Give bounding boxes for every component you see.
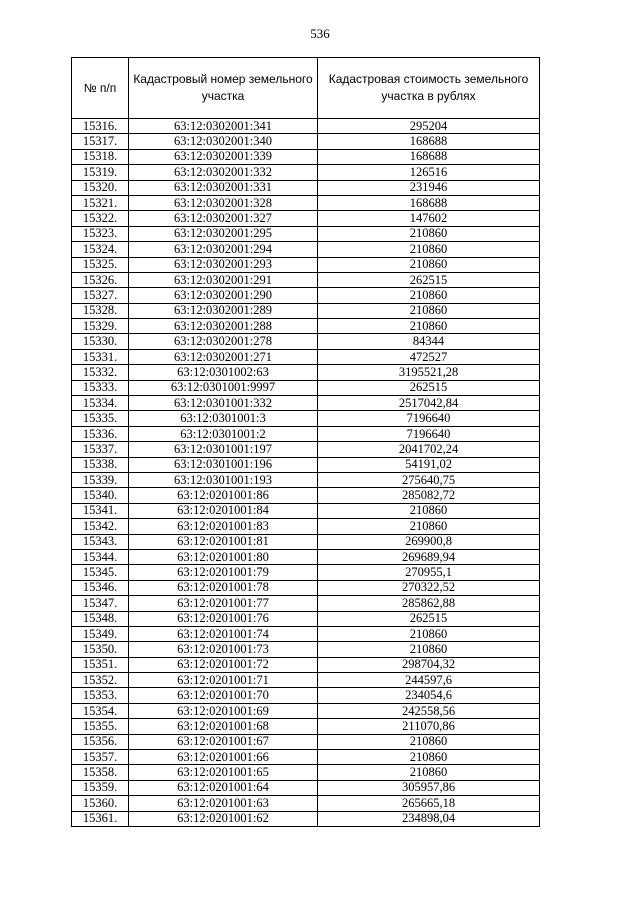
table-row: [72, 426, 540, 441]
cadastral-value-cell: 285862,88: [318, 596, 540, 611]
cadastral-value-cell: 244597,6: [318, 673, 540, 688]
cadastral-number-cell: 63:12:0301001:197: [129, 442, 318, 457]
table-row: [72, 442, 540, 457]
table-row: [72, 211, 540, 226]
table-row: [72, 488, 540, 503]
cadastral-value-cell: 210860: [318, 642, 540, 657]
cadastral-number-cell: 63:12:0302001:289: [129, 303, 318, 318]
row-number-cell: 15325.: [72, 257, 129, 272]
cadastral-number-cell: 63:12:0302001:288: [129, 319, 318, 334]
cadastral-number-cell: 63:12:0201001:81: [129, 534, 318, 549]
cadastral-value-cell: 211070,86: [318, 719, 540, 734]
cadastral-value-cell: 210860: [318, 288, 540, 303]
cadastral-number-cell: 63:12:0201001:73: [129, 642, 318, 657]
row-number-cell: 15358.: [72, 765, 129, 780]
cadastral-value-cell: 2517042,84: [318, 396, 540, 411]
cadastral-number-cell: 63:12:0301002:63: [129, 365, 318, 380]
cadastral-number-cell: 63:12:0201001:65: [129, 765, 318, 780]
cadastral-value-cell: 210860: [318, 750, 540, 765]
table-row: [72, 565, 540, 580]
row-number-cell: 15318.: [72, 149, 129, 164]
table-row: [72, 195, 540, 210]
header-cadastral-value: Кадастровая стоимость земельного участка в рублях: [318, 58, 540, 119]
row-number-cell: 15329.: [72, 319, 129, 334]
cadastral-number-cell: 63:12:0201001:74: [129, 626, 318, 641]
cadastral-number-cell: 63:12:0301001:3: [129, 411, 318, 426]
cadastral-value-table: [71, 57, 540, 827]
cadastral-value-cell: 472527: [318, 349, 540, 364]
table-row: [72, 765, 540, 780]
table-row: [72, 288, 540, 303]
cadastral-number-cell: 63:12:0201001:72: [129, 657, 318, 672]
cadastral-value-cell: 275640,75: [318, 472, 540, 487]
table-row: [72, 596, 540, 611]
header-cadastral-number: Кадастровый номер земельного участка: [129, 58, 318, 119]
cadastral-number-cell: 63:12:0201001:66: [129, 750, 318, 765]
row-number-cell: 15323.: [72, 226, 129, 241]
table-row: [72, 611, 540, 626]
row-number-cell: 15360.: [72, 796, 129, 811]
cadastral-value-cell: 54191,02: [318, 457, 540, 472]
row-number-cell: 15320.: [72, 180, 129, 195]
cadastral-value-cell: 210860: [318, 242, 540, 257]
row-number-cell: 15350.: [72, 642, 129, 657]
row-number-cell: 15337.: [72, 442, 129, 457]
cadastral-number-cell: 63:12:0201001:64: [129, 780, 318, 795]
row-number-cell: 15355.: [72, 719, 129, 734]
cadastral-value-cell: 269900,8: [318, 534, 540, 549]
cadastral-number-cell: 63:12:0201001:86: [129, 488, 318, 503]
row-number-cell: 15338.: [72, 457, 129, 472]
row-number-cell: 15345.: [72, 565, 129, 580]
cadastral-value-cell: 234898,04: [318, 811, 540, 826]
cadastral-number-cell: 63:12:0301001:193: [129, 472, 318, 487]
row-number-cell: 15359.: [72, 780, 129, 795]
cadastral-number-cell: 63:12:0201001:78: [129, 580, 318, 595]
cadastral-value-cell: 126516: [318, 165, 540, 180]
table-row: [72, 226, 540, 241]
cadastral-value-cell: 265665,18: [318, 796, 540, 811]
cadastral-value-cell: 3195521,28: [318, 365, 540, 380]
table-row: [72, 472, 540, 487]
row-number-cell: 15332.: [72, 365, 129, 380]
header-row-number: № п/п: [72, 58, 129, 119]
cadastral-value-cell: 2041702,24: [318, 442, 540, 457]
cadastral-number-cell: 63:12:0301001:9997: [129, 380, 318, 395]
cadastral-value-cell: 210860: [318, 626, 540, 641]
cadastral-value-cell: 168688: [318, 134, 540, 149]
cadastral-value-cell: 210860: [318, 519, 540, 534]
cadastral-number-cell: 63:12:0201001:67: [129, 734, 318, 749]
cadastral-number-cell: 63:12:0302001:332: [129, 165, 318, 180]
cadastral-value-cell: 210860: [318, 319, 540, 334]
row-number-cell: 15352.: [72, 673, 129, 688]
cadastral-value-cell: 210860: [318, 303, 540, 318]
cadastral-number-cell: 63:12:0201001:83: [129, 519, 318, 534]
cadastral-value-cell: 231946: [318, 180, 540, 195]
cadastral-value-cell: 210860: [318, 226, 540, 241]
cadastral-number-cell: 63:12:0302001:340: [129, 134, 318, 149]
header-row: [72, 58, 540, 119]
cadastral-number-cell: 63:12:0201001:71: [129, 673, 318, 688]
table-row: [72, 134, 540, 149]
table-row: [72, 272, 540, 287]
table-row: [72, 119, 540, 134]
cadastral-number-cell: 63:12:0302001:290: [129, 288, 318, 303]
row-number-cell: 15341.: [72, 503, 129, 518]
row-number-cell: 15353.: [72, 688, 129, 703]
table-row: [72, 780, 540, 795]
cadastral-number-cell: 63:12:0201001:77: [129, 596, 318, 611]
cadastral-value-cell: 168688: [318, 195, 540, 210]
row-number-cell: 15339.: [72, 472, 129, 487]
table-row: [72, 719, 540, 734]
table-row: [72, 396, 540, 411]
table-row: [72, 673, 540, 688]
cadastral-value-cell: 262515: [318, 272, 540, 287]
cadastral-number-cell: 63:12:0302001:341: [129, 119, 318, 134]
cadastral-number-cell: 63:12:0201001:68: [129, 719, 318, 734]
cadastral-value-cell: 262515: [318, 380, 540, 395]
row-number-cell: 15324.: [72, 242, 129, 257]
table-row: [72, 257, 540, 272]
row-number-cell: 15333.: [72, 380, 129, 395]
cadastral-value-cell: 270322,52: [318, 580, 540, 595]
cadastral-value-cell: 305957,86: [318, 780, 540, 795]
table-row: [72, 503, 540, 518]
cadastral-number-cell: 63:12:0302001:331: [129, 180, 318, 195]
row-number-cell: 15331.: [72, 349, 129, 364]
row-number-cell: 15347.: [72, 596, 129, 611]
cadastral-number-cell: 63:12:0302001:271: [129, 349, 318, 364]
cadastral-value-cell: 210860: [318, 765, 540, 780]
table-row: [72, 549, 540, 564]
row-number-cell: 15349.: [72, 626, 129, 641]
row-number-cell: 15357.: [72, 750, 129, 765]
table-row: [72, 534, 540, 549]
row-number-cell: 15356.: [72, 734, 129, 749]
table-row: [72, 349, 540, 364]
table-row: [72, 811, 540, 826]
row-number-cell: 15322.: [72, 211, 129, 226]
table-row: [72, 411, 540, 426]
cadastral-number-cell: 63:12:0302001:295: [129, 226, 318, 241]
table-row: [72, 165, 540, 180]
row-number-cell: 15348.: [72, 611, 129, 626]
cadastral-number-cell: 63:12:0301001:2: [129, 426, 318, 441]
table-row: [72, 365, 540, 380]
row-number-cell: 15330.: [72, 334, 129, 349]
row-number-cell: 15317.: [72, 134, 129, 149]
cadastral-number-cell: 63:12:0201001:70: [129, 688, 318, 703]
table-row: [72, 626, 540, 641]
cadastral-number-cell: 63:12:0301001:196: [129, 457, 318, 472]
row-number-cell: 15335.: [72, 411, 129, 426]
cadastral-number-cell: 63:12:0302001:278: [129, 334, 318, 349]
cadastral-number-cell: 63:12:0201001:84: [129, 503, 318, 518]
cadastral-value-cell: 147602: [318, 211, 540, 226]
row-number-cell: 15326.: [72, 272, 129, 287]
cadastral-number-cell: 63:12:0301001:332: [129, 396, 318, 411]
cadastral-value-cell: 262515: [318, 611, 540, 626]
cadastral-value-cell: 210860: [318, 257, 540, 272]
table-body: [72, 119, 540, 827]
cadastral-value-cell: 7196640: [318, 411, 540, 426]
table-row: [72, 334, 540, 349]
cadastral-value-cell: 84344: [318, 334, 540, 349]
table-header: [72, 58, 540, 119]
row-number-cell: 15327.: [72, 288, 129, 303]
cadastral-number-cell: 63:12:0302001:294: [129, 242, 318, 257]
table-row: [72, 457, 540, 472]
cadastral-number-cell: 63:12:0201001:69: [129, 703, 318, 718]
table-row: [72, 657, 540, 672]
table-row: [72, 642, 540, 657]
table-row: [72, 750, 540, 765]
cadastral-number-cell: 63:12:0302001:293: [129, 257, 318, 272]
cadastral-value-cell: 242558,56: [318, 703, 540, 718]
cadastral-value-cell: 298704,32: [318, 657, 540, 672]
row-number-cell: 15346.: [72, 580, 129, 595]
cadastral-number-cell: 63:12:0302001:327: [129, 211, 318, 226]
cadastral-number-cell: 63:12:0302001:339: [129, 149, 318, 164]
row-number-cell: 15328.: [72, 303, 129, 318]
table-row: [72, 149, 540, 164]
table-row: [72, 580, 540, 595]
table-row: [72, 796, 540, 811]
row-number-cell: 15361.: [72, 811, 129, 826]
table-row: [72, 703, 540, 718]
row-number-cell: 15343.: [72, 534, 129, 549]
cadastral-number-cell: 63:12:0201001:80: [129, 549, 318, 564]
table-row: [72, 242, 540, 257]
table-row: [72, 734, 540, 749]
row-number-cell: 15316.: [72, 119, 129, 134]
table-row: [72, 688, 540, 703]
table-row: [72, 380, 540, 395]
row-number-cell: 15334.: [72, 396, 129, 411]
cadastral-number-cell: 63:12:0201001:76: [129, 611, 318, 626]
cadastral-value-cell: 285082,72: [318, 488, 540, 503]
table-row: [72, 180, 540, 195]
table-row: [72, 319, 540, 334]
cadastral-value-cell: 269689,94: [318, 549, 540, 564]
row-number-cell: 15340.: [72, 488, 129, 503]
row-number-cell: 15321.: [72, 195, 129, 210]
row-number-cell: 15342.: [72, 519, 129, 534]
cadastral-value-cell: 210860: [318, 734, 540, 749]
cadastral-number-cell: 63:12:0201001:62: [129, 811, 318, 826]
page-number: 536: [310, 26, 330, 41]
cadastral-value-cell: 7196640: [318, 426, 540, 441]
row-number-cell: 15351.: [72, 657, 129, 672]
cadastral-number-cell: 63:12:0201001:63: [129, 796, 318, 811]
row-number-cell: 15319.: [72, 165, 129, 180]
cadastral-value-cell: 210860: [318, 503, 540, 518]
cadastral-value-cell: 168688: [318, 149, 540, 164]
cadastral-number-cell: 63:12:0201001:79: [129, 565, 318, 580]
row-number-cell: 15336.: [72, 426, 129, 441]
cadastral-value-cell: 234054,6: [318, 688, 540, 703]
row-number-cell: 15354.: [72, 703, 129, 718]
row-number-cell: 15344.: [72, 549, 129, 564]
cadastral-number-cell: 63:12:0302001:328: [129, 195, 318, 210]
table-row: [72, 303, 540, 318]
cadastral-value-cell: 295204: [318, 119, 540, 134]
cadastral-number-cell: 63:12:0302001:291: [129, 272, 318, 287]
table-row: [72, 519, 540, 534]
cadastral-value-cell: 270955,1: [318, 565, 540, 580]
